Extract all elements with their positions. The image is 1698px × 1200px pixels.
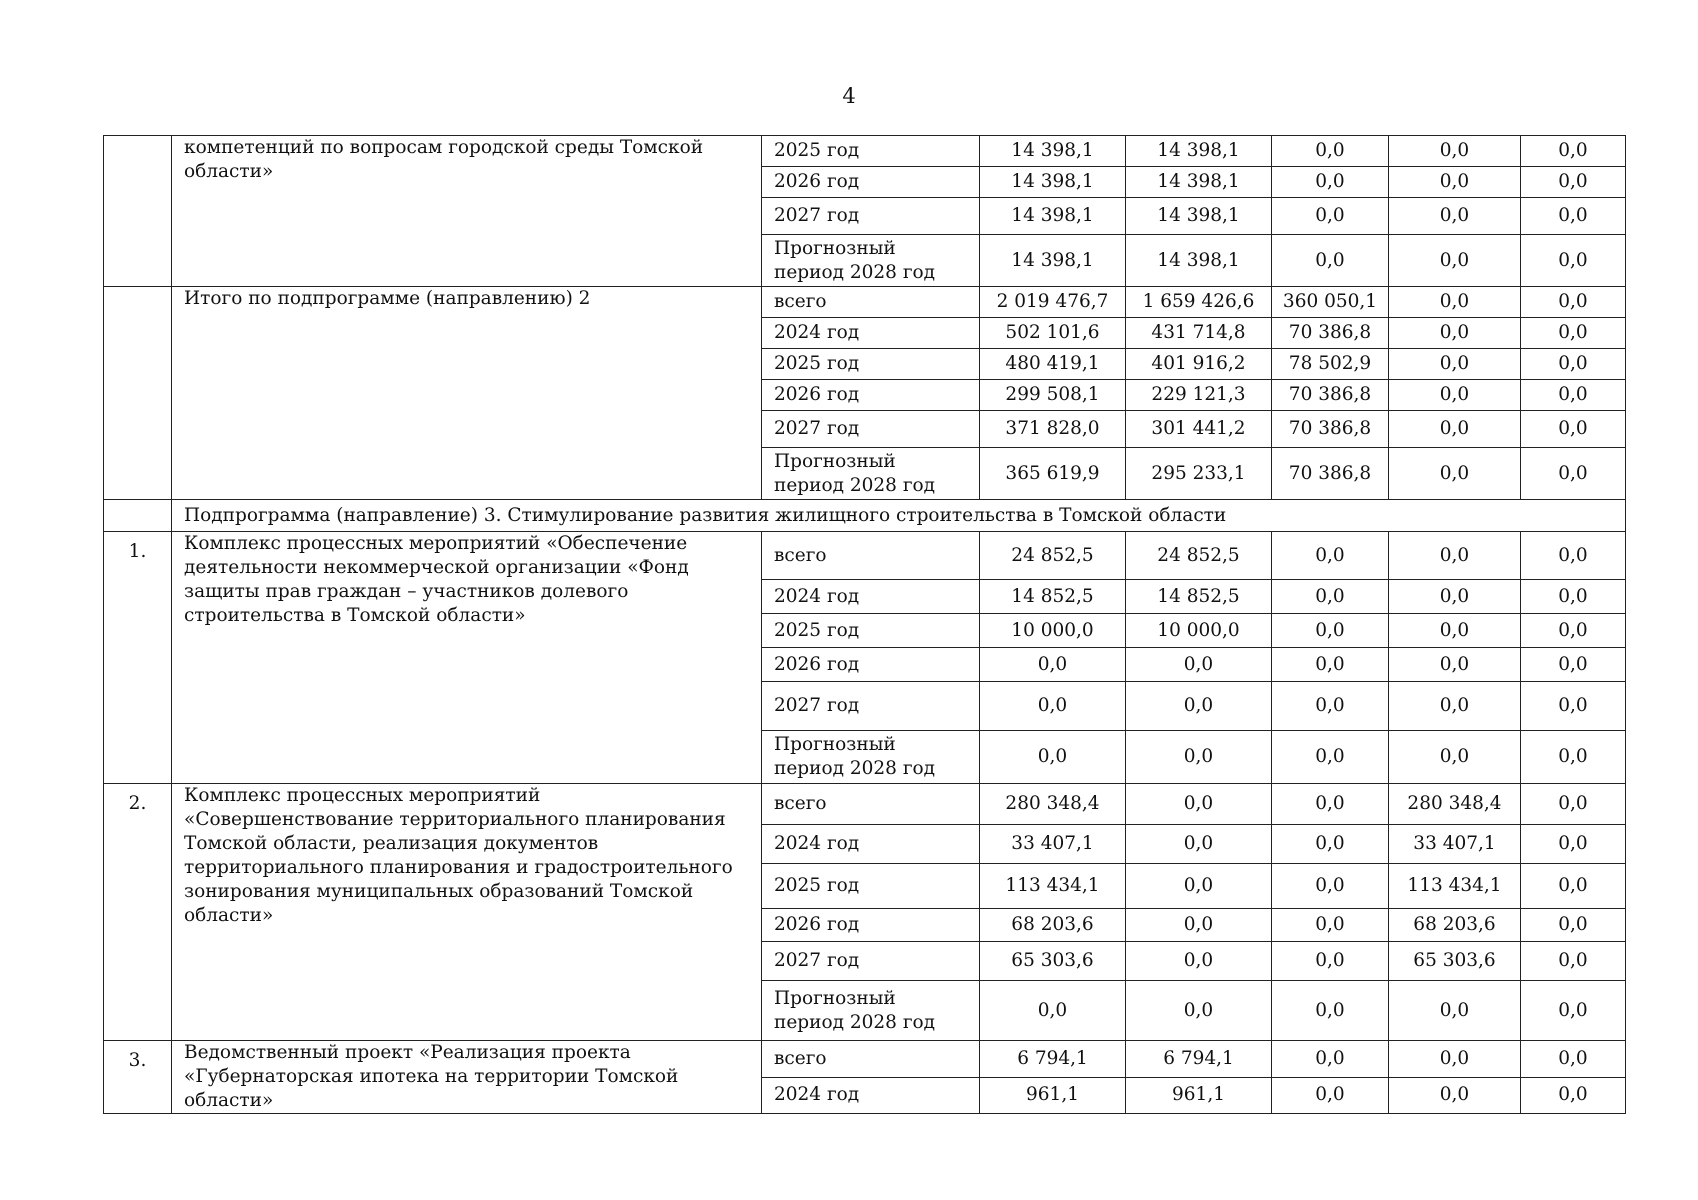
value-cell: 0,0 <box>1521 235 1626 287</box>
value-cell: 33 407,1 <box>980 825 1126 864</box>
table-row <box>104 136 1626 167</box>
value-cell: 0,0 <box>1389 349 1521 380</box>
table-row <box>104 532 1626 580</box>
value-cell: 0,0 <box>1389 136 1521 167</box>
value-cell: 0,0 <box>1521 411 1626 448</box>
period-cell: 2026 год <box>762 909 980 942</box>
value-cell: 0,0 <box>980 981 1126 1041</box>
value-cell: 0,0 <box>1389 981 1521 1041</box>
period-cell: 2024 год <box>762 1077 980 1114</box>
value-cell: 0,0 <box>1272 1077 1389 1114</box>
section-number-cell <box>104 500 172 532</box>
value-cell: 14 852,5 <box>980 580 1126 614</box>
value-cell: 0,0 <box>1389 235 1521 287</box>
value-cell: 0,0 <box>1272 648 1389 682</box>
value-cell: 0,0 <box>1521 682 1626 731</box>
value-cell: 0,0 <box>1272 825 1389 864</box>
period-cell: 2024 год <box>762 318 980 349</box>
period-cell: Прогнозный период 2028 год <box>762 235 980 287</box>
value-cell: 14 398,1 <box>980 198 1126 235</box>
value-cell: 0,0 <box>1272 136 1389 167</box>
value-cell: 14 398,1 <box>980 235 1126 287</box>
period-cell: 2025 год <box>762 349 980 380</box>
value-cell: 229 121,3 <box>1126 380 1272 411</box>
period-cell: всего <box>762 287 980 318</box>
value-cell: 0,0 <box>1521 448 1626 500</box>
item-number: 1. <box>104 532 172 784</box>
value-cell: 0,0 <box>1389 198 1521 235</box>
value-cell: 0,0 <box>1521 981 1626 1041</box>
value-cell: 299 508,1 <box>980 380 1126 411</box>
value-cell: 0,0 <box>1521 532 1626 580</box>
period-cell: 2024 год <box>762 580 980 614</box>
item-name: Комплекс процессных мероприятий «Совершенствование территориального планирования Томской области, реализация документов территориального планирования и градостроительного зонирования муниципальных образований Томской области» <box>172 784 762 1041</box>
value-cell: 0,0 <box>1126 864 1272 909</box>
value-cell: 14 852,5 <box>1126 580 1272 614</box>
value-cell: 0,0 <box>1521 136 1626 167</box>
item-name: компетенций по вопросам городской среды Томской области» <box>172 136 762 287</box>
value-cell: 0,0 <box>1272 614 1389 648</box>
value-cell: 10 000,0 <box>1126 614 1272 648</box>
value-cell: 70 386,8 <box>1272 318 1389 349</box>
value-cell: 0,0 <box>1389 731 1521 784</box>
value-cell: 0,0 <box>1521 942 1626 981</box>
value-cell: 0,0 <box>1272 731 1389 784</box>
value-cell: 480 419,1 <box>980 349 1126 380</box>
value-cell: 0,0 <box>1389 580 1521 614</box>
value-cell: 2 019 476,7 <box>980 287 1126 318</box>
value-cell: 113 434,1 <box>980 864 1126 909</box>
period-cell: всего <box>762 784 980 825</box>
value-cell: 0,0 <box>1272 198 1389 235</box>
value-cell: 401 916,2 <box>1126 349 1272 380</box>
value-cell: 365 619,9 <box>980 448 1126 500</box>
value-cell: 0,0 <box>1521 864 1626 909</box>
value-cell: 0,0 <box>1521 784 1626 825</box>
value-cell: 68 203,6 <box>980 909 1126 942</box>
period-cell: Прогнозный период 2028 год <box>762 731 980 784</box>
value-cell: 33 407,1 <box>1389 825 1521 864</box>
value-cell: 431 714,8 <box>1126 318 1272 349</box>
period-cell: 2025 год <box>762 136 980 167</box>
value-cell: 24 852,5 <box>980 532 1126 580</box>
period-cell: 2026 год <box>762 167 980 198</box>
value-cell: 14 398,1 <box>1126 136 1272 167</box>
value-cell: 0,0 <box>1389 411 1521 448</box>
value-cell: 961,1 <box>980 1077 1126 1114</box>
item-number: 2. <box>104 784 172 1041</box>
value-cell: 0,0 <box>1126 731 1272 784</box>
value-cell: 0,0 <box>1521 1077 1626 1114</box>
value-cell: 78 502,9 <box>1272 349 1389 380</box>
value-cell: 0,0 <box>1126 942 1272 981</box>
value-cell: 301 441,2 <box>1126 411 1272 448</box>
table-row <box>104 784 1626 825</box>
value-cell: 68 203,6 <box>1389 909 1521 942</box>
period-cell: 2025 год <box>762 864 980 909</box>
value-cell: 0,0 <box>1272 784 1389 825</box>
value-cell: 0,0 <box>1389 167 1521 198</box>
value-cell: 0,0 <box>1521 198 1626 235</box>
value-cell: 0,0 <box>980 648 1126 682</box>
value-cell: 0,0 <box>1389 380 1521 411</box>
value-cell: 0,0 <box>1389 648 1521 682</box>
value-cell: 70 386,8 <box>1272 380 1389 411</box>
value-cell: 0,0 <box>1126 648 1272 682</box>
value-cell: 1 659 426,6 <box>1126 287 1272 318</box>
value-cell: 14 398,1 <box>1126 235 1272 287</box>
period-cell: всего <box>762 1041 980 1078</box>
period-cell: Прогнозный период 2028 год <box>762 448 980 500</box>
value-cell: 502 101,6 <box>980 318 1126 349</box>
value-cell: 0,0 <box>1521 380 1626 411</box>
value-cell: 0,0 <box>1272 532 1389 580</box>
value-cell: 0,0 <box>1521 287 1626 318</box>
period-cell: 2024 год <box>762 825 980 864</box>
value-cell: 6 794,1 <box>1126 1041 1272 1078</box>
value-cell: 6 794,1 <box>980 1041 1126 1078</box>
value-cell: 280 348,4 <box>980 784 1126 825</box>
value-cell: 0,0 <box>1521 318 1626 349</box>
item-name: Итого по подпрограмме (направлению) 2 <box>172 287 762 500</box>
value-cell: 0,0 <box>1389 1041 1521 1078</box>
value-cell: 360 050,1 <box>1272 287 1389 318</box>
value-cell: 0,0 <box>1272 981 1389 1041</box>
section-row <box>104 500 1626 532</box>
value-cell: 0,0 <box>1272 909 1389 942</box>
item-number <box>104 136 172 287</box>
value-cell: 0,0 <box>1272 1041 1389 1078</box>
value-cell: 0,0 <box>1521 614 1626 648</box>
value-cell: 0,0 <box>1389 1077 1521 1114</box>
value-cell: 14 398,1 <box>980 136 1126 167</box>
value-cell: 0,0 <box>1389 448 1521 500</box>
value-cell: 371 828,0 <box>980 411 1126 448</box>
value-cell: 961,1 <box>1126 1077 1272 1114</box>
value-cell: 0,0 <box>1521 731 1626 784</box>
value-cell: 295 233,1 <box>1126 448 1272 500</box>
value-cell: 0,0 <box>980 731 1126 784</box>
value-cell: 0,0 <box>1521 349 1626 380</box>
value-cell: 14 398,1 <box>1126 198 1272 235</box>
value-cell: 24 852,5 <box>1126 532 1272 580</box>
period-cell: 2027 год <box>762 682 980 731</box>
value-cell: 0,0 <box>1272 682 1389 731</box>
item-number: 3. <box>104 1041 172 1114</box>
period-cell: 2025 год <box>762 614 980 648</box>
period-cell: 2027 год <box>762 198 980 235</box>
period-cell: 2027 год <box>762 411 980 448</box>
value-cell: 0,0 <box>1389 532 1521 580</box>
value-cell: 280 348,4 <box>1389 784 1521 825</box>
item-number <box>104 287 172 500</box>
budget-table <box>103 135 1626 1114</box>
value-cell: 14 398,1 <box>1126 167 1272 198</box>
value-cell: 0,0 <box>1272 864 1389 909</box>
item-name: Ведомственный проект «Реализация проекта «Губернаторская ипотека на территории Томской области» <box>172 1041 762 1114</box>
value-cell: 0,0 <box>1521 1041 1626 1078</box>
period-cell: 2026 год <box>762 648 980 682</box>
value-cell: 0,0 <box>1521 648 1626 682</box>
page-number: 4 <box>842 84 856 108</box>
value-cell: 65 303,6 <box>1389 942 1521 981</box>
value-cell: 113 434,1 <box>1389 864 1521 909</box>
value-cell: 0,0 <box>1521 825 1626 864</box>
value-cell: 0,0 <box>980 682 1126 731</box>
period-cell: 2026 год <box>762 380 980 411</box>
value-cell: 0,0 <box>1126 981 1272 1041</box>
table-row <box>104 1041 1626 1078</box>
value-cell: 0,0 <box>1521 909 1626 942</box>
period-cell: Прогнозный период 2028 год <box>762 981 980 1041</box>
table-row <box>104 287 1626 318</box>
value-cell: 10 000,0 <box>980 614 1126 648</box>
value-cell: 0,0 <box>1521 580 1626 614</box>
item-name: Комплекс процессных мероприятий «Обеспечение деятельности некоммерческой организации «Фонд защиты прав граждан – участников долевого строительства в Томской области» <box>172 532 762 784</box>
value-cell: 70 386,8 <box>1272 448 1389 500</box>
value-cell: 0,0 <box>1126 825 1272 864</box>
value-cell: 0,0 <box>1389 318 1521 349</box>
value-cell: 0,0 <box>1521 167 1626 198</box>
period-cell: 2027 год <box>762 942 980 981</box>
value-cell: 0,0 <box>1272 235 1389 287</box>
value-cell: 0,0 <box>1126 682 1272 731</box>
value-cell: 0,0 <box>1272 942 1389 981</box>
value-cell: 0,0 <box>1272 167 1389 198</box>
value-cell: 65 303,6 <box>980 942 1126 981</box>
period-cell: всего <box>762 532 980 580</box>
table-body <box>104 136 1626 1114</box>
section-title: Подпрограмма (направление) 3. Стимулирование развития жилищного строительства в Томской области <box>172 500 1626 532</box>
value-cell: 0,0 <box>1389 682 1521 731</box>
value-cell: 14 398,1 <box>980 167 1126 198</box>
value-cell: 0,0 <box>1126 909 1272 942</box>
value-cell: 0,0 <box>1126 784 1272 825</box>
value-cell: 0,0 <box>1272 580 1389 614</box>
value-cell: 0,0 <box>1389 614 1521 648</box>
value-cell: 70 386,8 <box>1272 411 1389 448</box>
value-cell: 0,0 <box>1389 287 1521 318</box>
